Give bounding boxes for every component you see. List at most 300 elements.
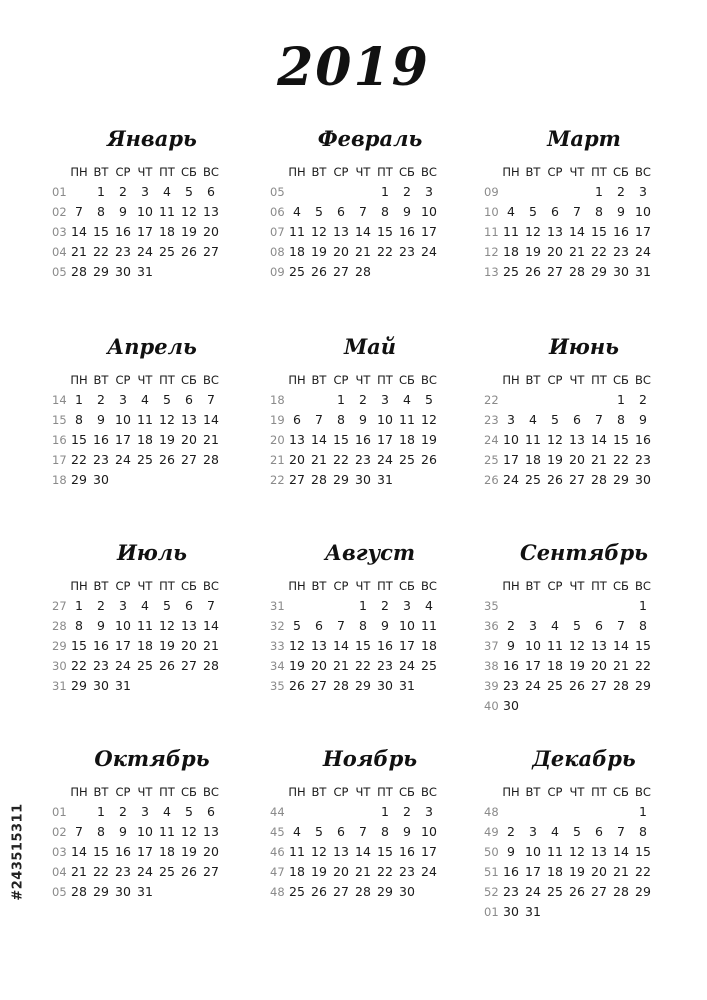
week-row — [270, 430, 470, 450]
day-cell: 9 — [119, 824, 127, 839]
day-cell: 17 — [421, 844, 437, 859]
day-cell: 17 — [115, 432, 131, 447]
week-row — [52, 430, 252, 450]
weekday-label: ВТ — [525, 165, 541, 179]
week-number: 04 — [52, 245, 67, 259]
day-cell: 7 — [207, 392, 215, 407]
day-cell: 25 — [421, 658, 437, 673]
day-cell: 14 — [71, 224, 87, 239]
day-cell: 29 — [613, 472, 629, 487]
weekday-label: ЧТ — [355, 785, 371, 799]
day-cell: 26 — [311, 884, 327, 899]
week-number: 45 — [270, 825, 285, 839]
day-cell: 11 — [159, 204, 175, 219]
day-cell: 11 — [399, 412, 415, 427]
day-cell: 25 — [137, 658, 153, 673]
day-cell: 21 — [355, 864, 371, 879]
day-cell: 18 — [289, 244, 305, 259]
day-cell: 12 — [159, 412, 175, 427]
week-row — [484, 882, 684, 902]
week-number: 03 — [52, 225, 67, 239]
day-cell: 4 — [163, 184, 171, 199]
weekday-label: ВС — [421, 579, 437, 593]
weekday-label: ЧТ — [569, 373, 585, 387]
week-number: 34 — [270, 659, 285, 673]
day-cell: 16 — [93, 638, 109, 653]
day-cell: 27 — [569, 472, 585, 487]
year-title: 2019 — [277, 37, 430, 98]
day-cell: 26 — [181, 864, 197, 879]
day-cell: 1 — [97, 184, 105, 199]
day-cell: 30 — [503, 904, 519, 919]
day-cell: 19 — [181, 844, 197, 859]
week-row — [270, 222, 470, 242]
week-number: 35 — [484, 599, 499, 613]
day-cell: 10 — [137, 204, 153, 219]
weekday-label: ПН — [502, 579, 520, 593]
day-cell: 7 — [75, 824, 83, 839]
day-cell: 24 — [137, 244, 153, 259]
week-row — [484, 596, 684, 616]
weekday-label: СР — [333, 579, 349, 593]
week-row — [270, 882, 470, 902]
day-cell: 7 — [207, 598, 215, 613]
day-cell: 11 — [137, 618, 153, 633]
week-row — [484, 410, 684, 430]
day-cell: 7 — [617, 618, 625, 633]
day-cell: 9 — [617, 204, 625, 219]
day-cell: 27 — [547, 264, 563, 279]
day-cell: 11 — [137, 412, 153, 427]
weekday-label: ВТ — [525, 785, 541, 799]
day-cell: 6 — [337, 824, 345, 839]
day-cell: 31 — [399, 678, 415, 693]
day-cell: 23 — [115, 864, 131, 879]
week-number: 08 — [270, 245, 285, 259]
day-cell: 18 — [159, 224, 175, 239]
day-cell: 5 — [315, 204, 323, 219]
day-cell: 16 — [635, 432, 651, 447]
weekday-header — [52, 370, 252, 390]
day-cell: 6 — [595, 618, 603, 633]
week-row — [52, 636, 252, 656]
day-cell: 30 — [115, 264, 131, 279]
day-cell: 1 — [639, 598, 647, 613]
day-cell: 7 — [315, 412, 323, 427]
week-number: 44 — [270, 805, 285, 819]
day-cell: 30 — [399, 884, 415, 899]
weekday-label: СР — [115, 373, 131, 387]
day-cell: 16 — [503, 658, 519, 673]
week-number: 11 — [484, 225, 499, 239]
weekday-label: ПН — [70, 785, 88, 799]
day-cell: 3 — [529, 618, 537, 633]
day-cell: 19 — [159, 432, 175, 447]
day-cell: 29 — [333, 472, 349, 487]
day-cell: 6 — [573, 412, 581, 427]
day-cell: 9 — [97, 412, 105, 427]
week-number: 12 — [484, 245, 499, 259]
day-cell: 10 — [503, 432, 519, 447]
day-cell: 26 — [289, 678, 305, 693]
weekday-label: ВТ — [93, 373, 109, 387]
day-cell: 23 — [503, 884, 519, 899]
weekday-label: ЧТ — [569, 785, 585, 799]
day-cell: 3 — [119, 598, 127, 613]
week-number: 37 — [484, 639, 499, 653]
week-number: 46 — [270, 845, 285, 859]
weekday-label: ПТ — [591, 373, 607, 387]
day-cell: 1 — [617, 392, 625, 407]
weekday-label: ВС — [635, 785, 651, 799]
day-cell: 12 — [311, 224, 327, 239]
weekday-label: СР — [333, 785, 349, 799]
week-number: 22 — [484, 393, 499, 407]
day-cell: 7 — [573, 204, 581, 219]
weekday-label: ВС — [421, 785, 437, 799]
week-row — [270, 202, 470, 222]
day-cell: 19 — [421, 432, 437, 447]
day-cell: 14 — [613, 844, 629, 859]
weekday-label: ЧТ — [355, 579, 371, 593]
day-cell: 30 — [377, 678, 393, 693]
day-cell: 12 — [421, 412, 437, 427]
day-cell: 15 — [635, 638, 651, 653]
week-row — [270, 182, 470, 202]
week-row — [484, 242, 684, 262]
day-cell: 12 — [569, 638, 585, 653]
day-cell: 20 — [591, 864, 607, 879]
day-cell: 6 — [185, 392, 193, 407]
week-number: 01 — [52, 805, 67, 819]
day-cell: 14 — [311, 432, 327, 447]
day-cell: 9 — [119, 204, 127, 219]
weekday-label: ЧТ — [355, 373, 371, 387]
day-cell: 24 — [115, 452, 131, 467]
day-cell: 24 — [377, 452, 393, 467]
weekday-label: СР — [115, 785, 131, 799]
day-cell: 25 — [159, 244, 175, 259]
month-name: Январь — [107, 126, 197, 151]
day-cell: 19 — [159, 638, 175, 653]
day-cell: 10 — [115, 412, 131, 427]
week-row — [484, 470, 684, 490]
weekday-label: ЧТ — [569, 579, 585, 593]
weekday-label: ПТ — [159, 785, 175, 799]
day-cell: 20 — [181, 638, 197, 653]
weekday-label: ПТ — [377, 579, 393, 593]
weekday-label: СР — [333, 373, 349, 387]
day-cell: 18 — [547, 658, 563, 673]
day-cell: 11 — [547, 638, 563, 653]
day-cell: 2 — [507, 618, 515, 633]
day-cell: 20 — [569, 452, 585, 467]
weekday-label: СБ — [399, 373, 415, 387]
day-cell: 1 — [75, 598, 83, 613]
weekday-label: ЧТ — [137, 165, 153, 179]
week-row — [52, 862, 252, 882]
day-cell: 25 — [547, 884, 563, 899]
day-cell: 2 — [381, 598, 389, 613]
day-cell: 22 — [635, 658, 651, 673]
day-cell: 24 — [421, 244, 437, 259]
day-cell: 30 — [93, 472, 109, 487]
week-row — [52, 390, 252, 410]
week-row — [52, 882, 252, 902]
day-cell: 20 — [311, 658, 327, 673]
day-cell: 9 — [403, 824, 411, 839]
day-cell: 14 — [203, 618, 219, 633]
day-cell: 5 — [293, 618, 301, 633]
day-cell: 17 — [377, 432, 393, 447]
week-number: 17 — [52, 453, 67, 467]
day-cell: 15 — [635, 844, 651, 859]
week-number: 02 — [52, 825, 67, 839]
day-cell: 15 — [71, 638, 87, 653]
day-cell: 25 — [503, 264, 519, 279]
day-cell: 28 — [203, 452, 219, 467]
day-cell: 30 — [503, 698, 519, 713]
week-number: 52 — [484, 885, 499, 899]
day-cell: 23 — [635, 452, 651, 467]
day-cell: 24 — [525, 678, 541, 693]
day-cell: 20 — [333, 244, 349, 259]
day-cell: 16 — [503, 864, 519, 879]
day-cell: 27 — [203, 244, 219, 259]
weekday-label: СБ — [613, 373, 629, 387]
week-number: 09 — [484, 185, 499, 199]
day-cell: 2 — [639, 392, 647, 407]
day-cell: 21 — [591, 452, 607, 467]
weekday-label: ПТ — [377, 165, 393, 179]
day-cell: 12 — [159, 618, 175, 633]
day-cell: 24 — [137, 864, 153, 879]
week-number: 38 — [484, 659, 499, 673]
day-cell: 20 — [181, 432, 197, 447]
week-row — [52, 450, 252, 470]
day-cell: 3 — [119, 392, 127, 407]
month-name: Октябрь — [94, 746, 210, 771]
day-cell: 19 — [311, 864, 327, 879]
week-number: 28 — [52, 619, 67, 633]
day-cell: 8 — [337, 412, 345, 427]
week-row — [52, 676, 252, 696]
day-cell: 18 — [525, 452, 541, 467]
week-row — [270, 616, 470, 636]
month-name: Ноябрь — [322, 746, 418, 771]
week-number: 21 — [270, 453, 285, 467]
day-cell: 24 — [421, 864, 437, 879]
day-cell: 3 — [507, 412, 515, 427]
day-cell: 12 — [181, 824, 197, 839]
day-cell: 17 — [399, 638, 415, 653]
weekday-label: ВТ — [93, 579, 109, 593]
week-number: 30 — [52, 659, 67, 673]
day-cell: 28 — [333, 678, 349, 693]
day-cell: 10 — [377, 412, 393, 427]
week-number: 47 — [270, 865, 285, 879]
day-cell: 1 — [595, 184, 603, 199]
stock-id-text: #243515311 — [10, 803, 26, 901]
week-row — [484, 822, 684, 842]
day-cell: 25 — [547, 678, 563, 693]
day-cell: 4 — [551, 618, 559, 633]
weekday-header — [52, 162, 252, 182]
day-cell: 28 — [613, 678, 629, 693]
day-cell: 16 — [115, 844, 131, 859]
day-cell: 20 — [203, 844, 219, 859]
day-cell: 4 — [163, 804, 171, 819]
day-cell: 7 — [595, 412, 603, 427]
day-cell: 22 — [377, 244, 393, 259]
weekday-label: СБ — [399, 785, 415, 799]
day-cell: 22 — [93, 244, 109, 259]
weekday-header — [52, 782, 252, 802]
day-cell: 15 — [93, 224, 109, 239]
day-cell: 20 — [333, 864, 349, 879]
day-cell: 5 — [185, 184, 193, 199]
day-cell: 28 — [591, 472, 607, 487]
week-number: 22 — [270, 473, 285, 487]
week-row — [484, 450, 684, 470]
weekday-label: ВТ — [93, 165, 109, 179]
day-cell: 18 — [547, 864, 563, 879]
weekday-label: ПН — [288, 373, 306, 387]
day-cell: 5 — [163, 598, 171, 613]
week-row — [52, 616, 252, 636]
day-cell: 22 — [635, 864, 651, 879]
day-cell: 8 — [97, 204, 105, 219]
week-row — [484, 262, 684, 282]
day-cell: 29 — [377, 884, 393, 899]
weekday-label: ВС — [421, 373, 437, 387]
day-cell: 3 — [141, 804, 149, 819]
day-cell: 21 — [355, 244, 371, 259]
weekday-header — [484, 576, 684, 596]
day-cell: 14 — [613, 638, 629, 653]
week-row — [52, 802, 252, 822]
weekday-label: СБ — [181, 165, 197, 179]
day-cell: 19 — [569, 658, 585, 673]
week-row — [484, 390, 684, 410]
week-row — [52, 842, 252, 862]
day-cell: 2 — [403, 804, 411, 819]
day-cell: 6 — [293, 412, 301, 427]
month-name: Февраль — [317, 126, 423, 151]
day-cell: 22 — [377, 864, 393, 879]
day-cell: 21 — [71, 864, 87, 879]
day-cell: 6 — [595, 824, 603, 839]
weekday-label: СР — [547, 165, 563, 179]
day-cell: 3 — [425, 184, 433, 199]
weekday-label: ПТ — [377, 785, 393, 799]
day-cell: 29 — [93, 884, 109, 899]
weekday-label: СР — [115, 165, 131, 179]
day-cell: 26 — [311, 264, 327, 279]
day-cell: 23 — [93, 658, 109, 673]
day-cell: 20 — [289, 452, 305, 467]
day-cell: 18 — [137, 638, 153, 653]
day-cell: 17 — [525, 658, 541, 673]
day-cell: 16 — [613, 224, 629, 239]
weekday-label: ПН — [288, 785, 306, 799]
day-cell: 2 — [507, 824, 515, 839]
weekday-label: ВС — [635, 373, 651, 387]
day-cell: 5 — [573, 618, 581, 633]
day-cell: 14 — [355, 224, 371, 239]
week-row — [52, 470, 252, 490]
week-number: 04 — [52, 865, 67, 879]
day-cell: 7 — [337, 618, 345, 633]
day-cell: 1 — [381, 804, 389, 819]
day-cell: 1 — [97, 804, 105, 819]
day-cell: 27 — [591, 884, 607, 899]
day-cell: 13 — [333, 224, 349, 239]
day-cell: 15 — [377, 224, 393, 239]
day-cell: 8 — [381, 204, 389, 219]
week-row — [484, 636, 684, 656]
day-cell: 6 — [315, 618, 323, 633]
day-cell: 9 — [507, 638, 515, 653]
day-cell: 3 — [529, 824, 537, 839]
week-number: 15 — [52, 413, 67, 427]
day-cell: 6 — [185, 598, 193, 613]
day-cell: 10 — [635, 204, 651, 219]
day-cell: 13 — [203, 204, 219, 219]
day-cell: 4 — [141, 392, 149, 407]
day-cell: 17 — [137, 844, 153, 859]
week-number: 25 — [484, 453, 499, 467]
week-number: 51 — [484, 865, 499, 879]
weekday-label: ВТ — [93, 785, 109, 799]
day-cell: 3 — [403, 598, 411, 613]
week-row — [270, 242, 470, 262]
week-number: 35 — [270, 679, 285, 693]
week-row — [270, 862, 470, 882]
day-cell: 4 — [293, 204, 301, 219]
day-cell: 2 — [359, 392, 367, 407]
day-cell: 11 — [421, 618, 437, 633]
weekday-header — [484, 162, 684, 182]
week-number: 48 — [270, 885, 285, 899]
day-cell: 22 — [355, 658, 371, 673]
day-cell: 5 — [185, 804, 193, 819]
week-row — [270, 450, 470, 470]
day-cell: 5 — [315, 824, 323, 839]
day-cell: 9 — [507, 844, 515, 859]
week-row — [270, 822, 470, 842]
day-cell: 12 — [311, 844, 327, 859]
day-cell: 8 — [381, 824, 389, 839]
day-cell: 29 — [635, 678, 651, 693]
weekday-label: ПТ — [159, 165, 175, 179]
week-number: 19 — [270, 413, 285, 427]
weekday-label: ВС — [203, 579, 219, 593]
day-cell: 28 — [355, 884, 371, 899]
day-cell: 3 — [141, 184, 149, 199]
day-cell: 10 — [525, 638, 541, 653]
day-cell: 11 — [547, 844, 563, 859]
day-cell: 21 — [569, 244, 585, 259]
day-cell: 16 — [93, 432, 109, 447]
week-number: 32 — [270, 619, 285, 633]
week-row — [270, 262, 470, 282]
week-number: 26 — [484, 473, 499, 487]
day-cell: 1 — [75, 392, 83, 407]
day-cell: 4 — [425, 598, 433, 613]
weekday-label: СБ — [613, 165, 629, 179]
week-row — [484, 676, 684, 696]
